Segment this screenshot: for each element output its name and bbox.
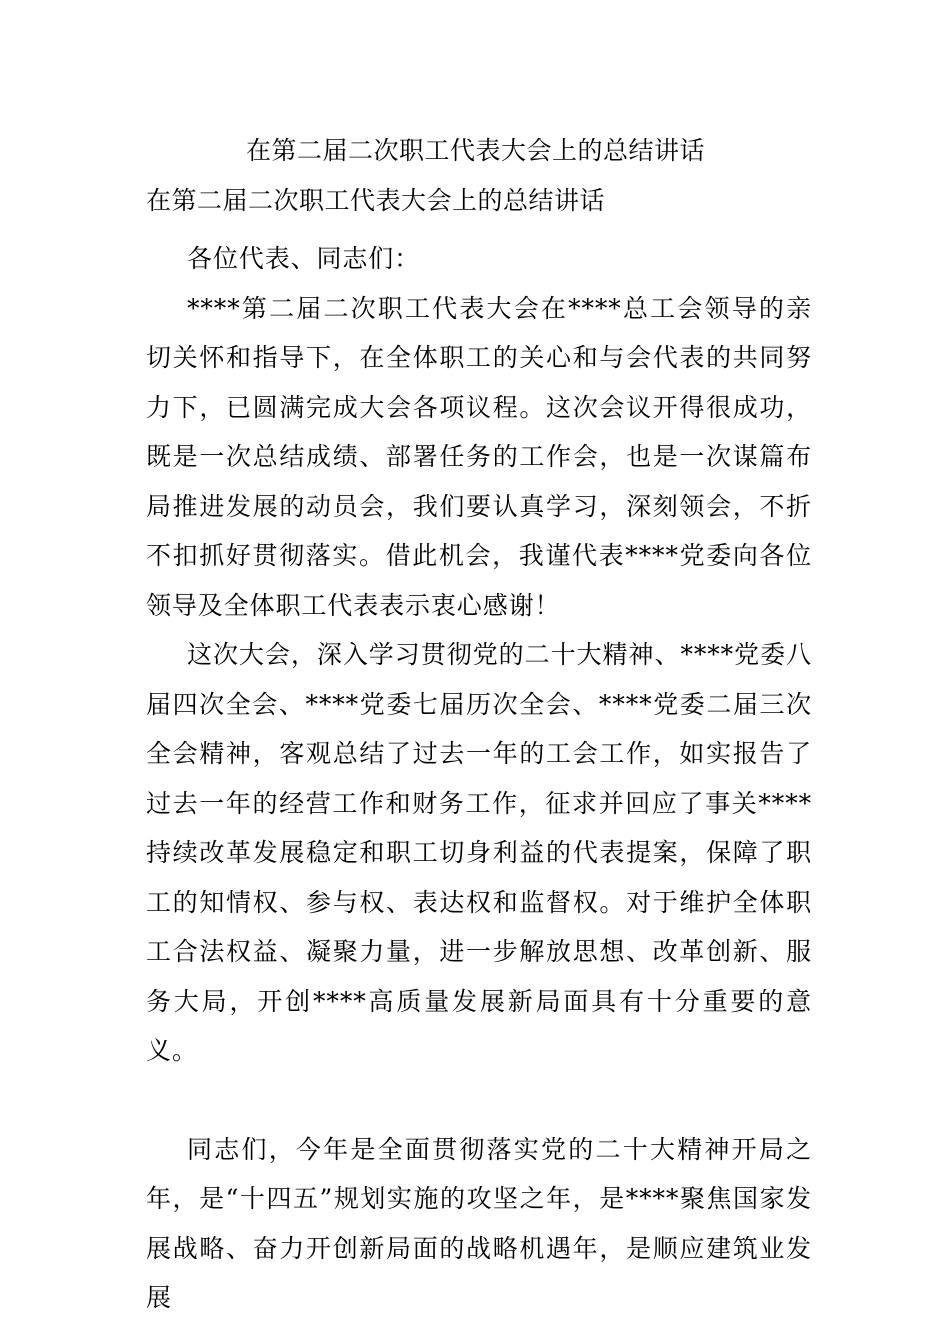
salutation-paragraph: 各位代表、同志们：: [187, 244, 421, 273]
body-paragraph: 同志们，今年是全面贯彻落实党的二十大精神开局之年，是“十四五”规划实施的攻坚之年，是****聚焦国家发展战略、奋力开创新局面的战略机遇年，是顺应建筑业发展: [146, 1134, 812, 1312]
document-subtitle: 在第二届二次职工代表大会上的总结讲话: [146, 186, 606, 215]
body-paragraph: ****第二届二次职工代表大会在****总工会领导的亲切关怀和指导下，在全体职工的关心和与会代表的共同努力下，已圆满完成大会各项议程。这次会议开得很成功，既是一次总结成绩、部署任务的工作会，也是一次谋篇布局推进发展的动员会，我们要认真学习，深刻领会，不折不扣抓好贯彻落实。借此机会，我谨代表****党委向各位领导及全体职工代表表示衷心感谢！: [146, 293, 812, 620]
body-paragraph: 这次大会，深入学习贯彻党的二十大精神、****党委八届四次全会、****党委七届历次全会、****党委二届三次全会精神，客观总结了过去一年的工会工作，如实报告了过去一年的经营工作和财务工作，征求并回应了事关****持续改革发展稳定和职工切身利益的代表提案，保障了职工的知情权、参与权、表达权和监督权。对于维护全体职工合法权益、凝聚力量，进一步解放思想、改革创新、服务大局，开创****高质量发展新局面具有十分重要的意义。: [146, 640, 812, 1065]
document-body: [146, 234, 812, 1323]
document-title: 在第二届二次职工代表大会上的总结讲话: [246, 136, 706, 165]
